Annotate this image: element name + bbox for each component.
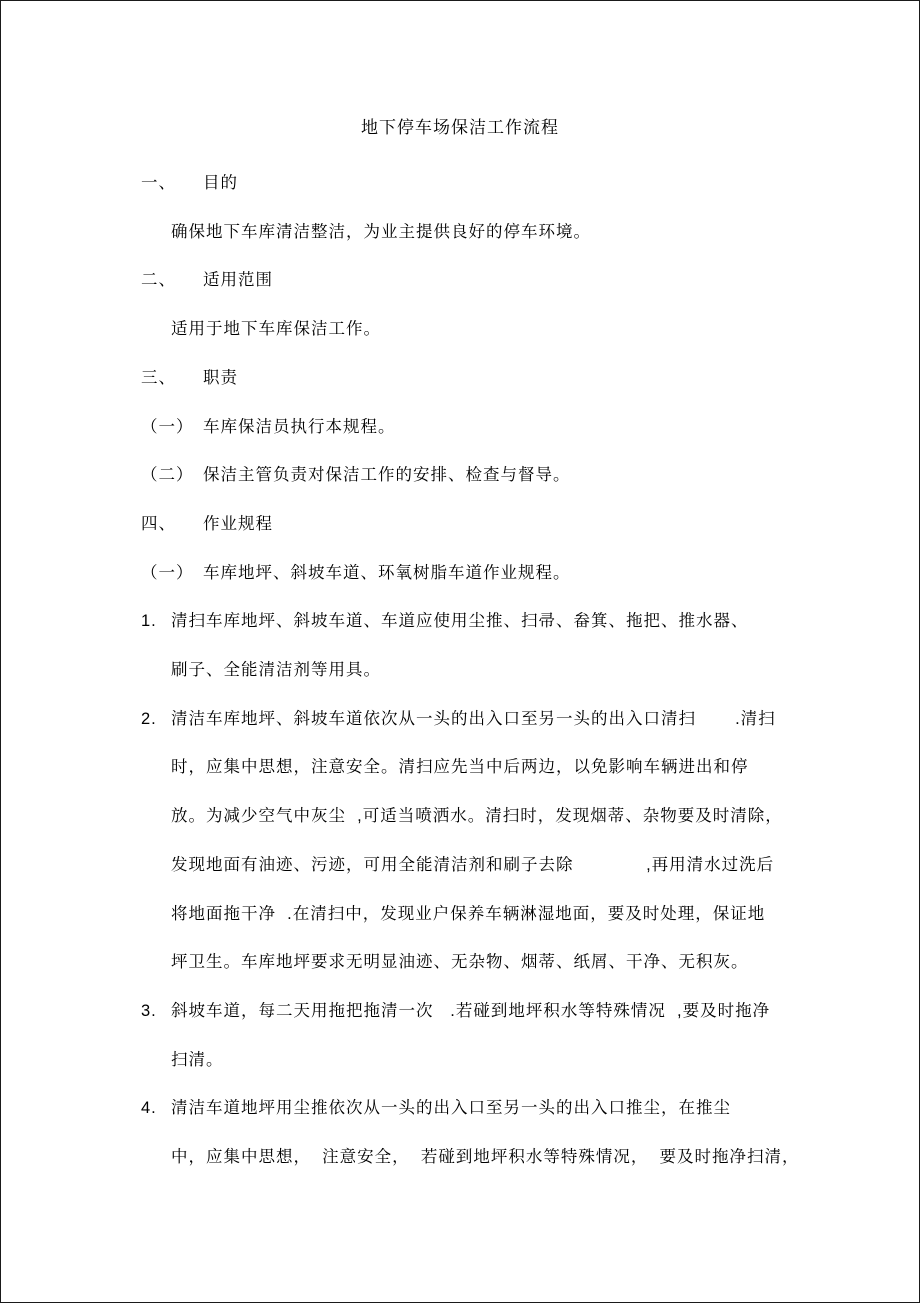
block-item — [141, 549, 849, 598]
text-line: 时，应集中思想，注意安全。清扫应先当中后两边，以免影响车辆进出和停 — [171, 758, 749, 777]
block-marker: 二、 — [141, 271, 176, 290]
block-text — [203, 549, 849, 598]
block-text — [203, 354, 849, 403]
text-line: 中，应集中思想， 注意安全， 若碰到地坪积水等特殊情况， 要及时拖净扫清， — [171, 1148, 800, 1167]
text-line: 扫清。 — [171, 1050, 224, 1069]
block-heading — [141, 354, 849, 403]
block-numbered — [141, 1084, 849, 1181]
block-heading — [141, 500, 849, 549]
block-item — [141, 451, 849, 500]
document-body — [1, 143, 919, 1182]
block-text — [203, 500, 849, 549]
block-heading — [141, 159, 849, 208]
block-marker: 1. — [141, 612, 157, 631]
text-line: 适用范围 — [203, 271, 273, 290]
block-marker: 4. — [141, 1099, 157, 1118]
text-line: 发现地面有油迹、污迹，可用全能清洁剂和刷子去除 ,再用清水过洗后 — [171, 855, 775, 874]
block-item — [141, 403, 849, 452]
text-line: 清洁车道地坪用尘推依次从一头的出入口至另一头的出入口推尘，在推尘 — [171, 1099, 731, 1118]
block-numbered — [141, 987, 849, 1084]
text-line: 斜坡车道，每二天用拖把拖清一次 .若碰到地坪积水等特殊情况 ,要及时拖净 — [171, 1001, 771, 1020]
block-text — [203, 451, 849, 500]
text-line: 放。为减少空气中灰尘 ,可适当喷洒水。清扫时，发现烟蒂、杂物要及时清除， — [171, 807, 783, 826]
block-text — [203, 403, 849, 452]
block-text — [171, 597, 849, 694]
block-marker: 2. — [141, 709, 157, 728]
block-text — [171, 695, 849, 987]
block-heading — [141, 256, 849, 305]
text-line: 目的 — [203, 174, 238, 192]
text-line: 确保地下车库清洁整洁，为业主提供良好的停车环境。 — [171, 222, 591, 241]
block-text — [171, 208, 849, 257]
block-text — [203, 256, 849, 305]
block-para — [141, 208, 849, 257]
block-text — [171, 1084, 849, 1181]
text-line: 清扫车库地坪、斜坡车道、车道应使用尘推、扫帚、畚箕、拖把、推水器、 — [171, 612, 749, 631]
text-line: 适用于地下车库保洁工作。 — [171, 320, 381, 339]
text-line: 职责 — [203, 368, 238, 387]
block-text — [171, 305, 849, 354]
block-marker: 3. — [141, 1001, 157, 1020]
block-marker: （一） — [141, 563, 194, 582]
text-line: 坪卫生。车库地坪要求无明显油迹、无杂物、烟蒂、纸屑、干净、无积灰。 — [171, 953, 749, 972]
block-para — [141, 305, 849, 354]
block-marker: （二） — [141, 466, 194, 485]
text-line: 车库保洁员执行本规程。 — [203, 417, 396, 436]
block-numbered — [141, 695, 849, 987]
text-line: 将地面拖干净 .在清扫中，发现业户保养车辆淋湿地面，要及时处理，保证地 — [171, 904, 766, 923]
block-text — [171, 987, 849, 1084]
text-line: 刷子、全能清洁剂等用具。 — [171, 661, 381, 680]
text-line: 清洁车库地坪、斜坡车道依次从一头的出入口至另一头的出入口清扫 .清扫 — [171, 709, 776, 728]
block-marker: 一、 — [141, 174, 176, 192]
text-line: 车库地坪、斜坡车道、环氧树脂车道作业规程。 — [203, 563, 571, 582]
block-marker: 三、 — [141, 368, 176, 387]
text-line: 保洁主管负责对保洁工作的安排、检查与督导。 — [203, 466, 571, 485]
document-title: 地下停车场保洁工作流程 — [361, 118, 559, 137]
block-marker: （一） — [141, 417, 194, 436]
block-marker: 四、 — [141, 514, 176, 533]
block-numbered — [141, 597, 849, 694]
text-line: 作业规程 — [203, 514, 273, 533]
block-text — [203, 159, 849, 208]
